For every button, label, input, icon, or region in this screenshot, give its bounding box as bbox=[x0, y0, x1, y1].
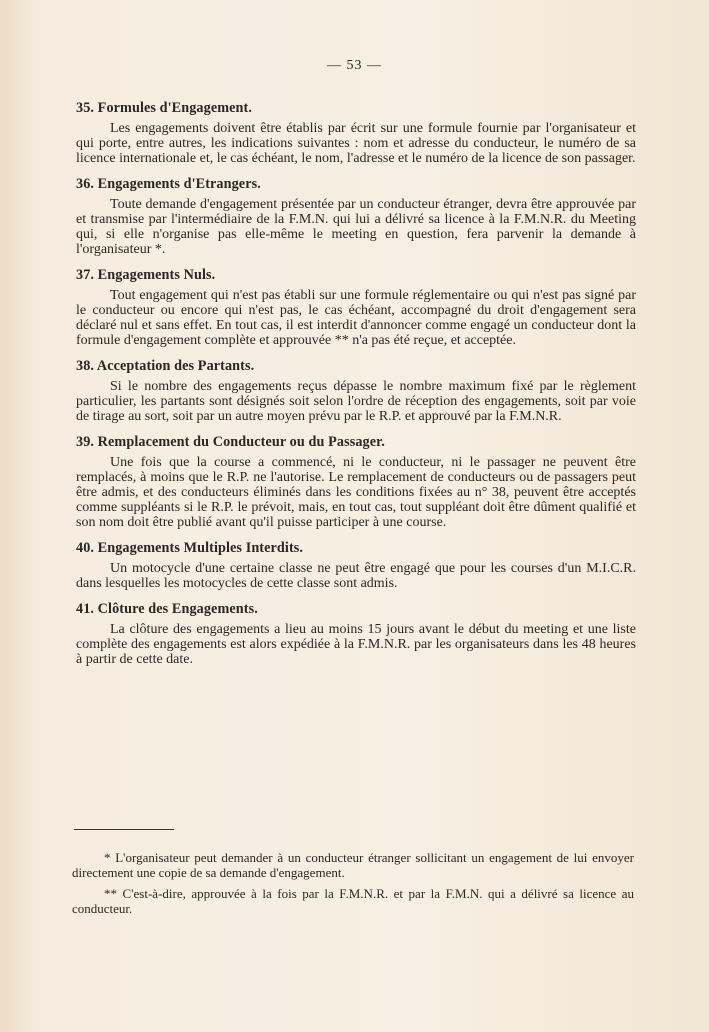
section-body: Si le nombre des engagements reçus dépasse le nombre maximum fixé par le règlement particulier, les partants sont désignés soit selon l'ordre de réception des engagements, soit par voie de tirage au sort, soit par un autre moyen prévu par le R.P. et approuvé par la F.M.N.R. bbox=[76, 379, 636, 424]
section-36 bbox=[76, 176, 636, 257]
section-body: Les engagements doivent être établis par écrit sur une formule fournie par l'organisateur et qui porte, entre autres, les indications suivantes : nom et adresse du conducteur, le numéro de sa licence internationale et, le cas échéant, le nom, l'adresse et le numéro de la licence de son passager. bbox=[76, 121, 636, 166]
footnote-1: * L'organisateur peut demander à un conducteur étranger sollicitant un engagement de lui envoyer directement une copie de sa demande d'engagement. bbox=[72, 850, 634, 880]
section-body: Toute demande d'engagement présentée par un conducteur étranger, devra être approuvée par et transmise par l'intermédiaire de la F.M.N. qui lui a délivré sa licence à la F.M.N.R. du Meeting qui, si elle n'organise pas elle-même le meeting en question, fera parvenir la demande à l'organisateur *. bbox=[76, 197, 636, 257]
section-body: Un motocycle d'une certaine classe ne peut être engagé que pour les courses d'un M.I.C.R. dans lesquelles les motocycles de cette classe sont admis. bbox=[76, 561, 636, 591]
section-heading: 37. Engagements Nuls. bbox=[76, 267, 216, 283]
footnote-divider bbox=[74, 829, 174, 830]
section-heading: 40. Engagements Multiples Interdits. bbox=[76, 540, 304, 556]
section-40 bbox=[76, 540, 636, 591]
section-35 bbox=[76, 100, 636, 166]
section-heading: 41. Clôture des Engagements. bbox=[76, 601, 258, 617]
section-body: Tout engagement qui n'est pas établi sur une formule réglementaire ou qui n'est pas signé par le conducteur ou encore qui n'est pas, le cas échéant, accompagné du droit d'engagement sera déclaré nul et sans effet. En tout cas, il est interdit d'annoncer comme engagé un conducteur dont la formule d'engagement complète et approuvée ** n'a pas été reçue, et acceptée. bbox=[76, 288, 636, 348]
section-37 bbox=[76, 267, 636, 348]
main-content bbox=[76, 100, 636, 677]
section-body: Une fois que la course a commencé, ni le conducteur, ni le passager ne peuvent être remplacés, à moins que le R.P. ne l'autorise. Le remplacement de conducteurs ou de passagers peut être admis, et des conducteurs éliminés dans les conditions fixées au n° 38, peuvent être acceptés comme suppléants si le R.P. le prévoit, mais, en tout cas, tout suppléant doit être dûment qualifié et son nom doit être publié avant qu'il puisse participer à une course. bbox=[76, 455, 636, 530]
section-heading: 35. Formules d'Engagement. bbox=[76, 100, 252, 116]
section-heading: 36. Engagements d'Etrangers. bbox=[76, 176, 261, 192]
section-heading: 38. Acceptation des Partants. bbox=[76, 358, 255, 374]
section-41 bbox=[76, 601, 636, 667]
section-38 bbox=[76, 358, 636, 424]
section-body: La clôture des engagements a lieu au moins 15 jours avant le début du meeting et une liste complète des engagements est alors expédiée à la F.M.N.R. par les organisateurs dans les 48 heures à partir de cette date. bbox=[76, 622, 636, 667]
footnote-2: ** C'est-à-dire, approuvée à la fois par la F.M.N.R. et par la F.M.N. qui a délivré sa licence au conducteur. bbox=[72, 886, 634, 916]
page-number: — 53 — bbox=[327, 58, 382, 73]
section-39 bbox=[76, 434, 636, 530]
section-heading: 39. Remplacement du Conducteur ou du Passager. bbox=[76, 434, 385, 450]
footnotes bbox=[72, 850, 634, 922]
